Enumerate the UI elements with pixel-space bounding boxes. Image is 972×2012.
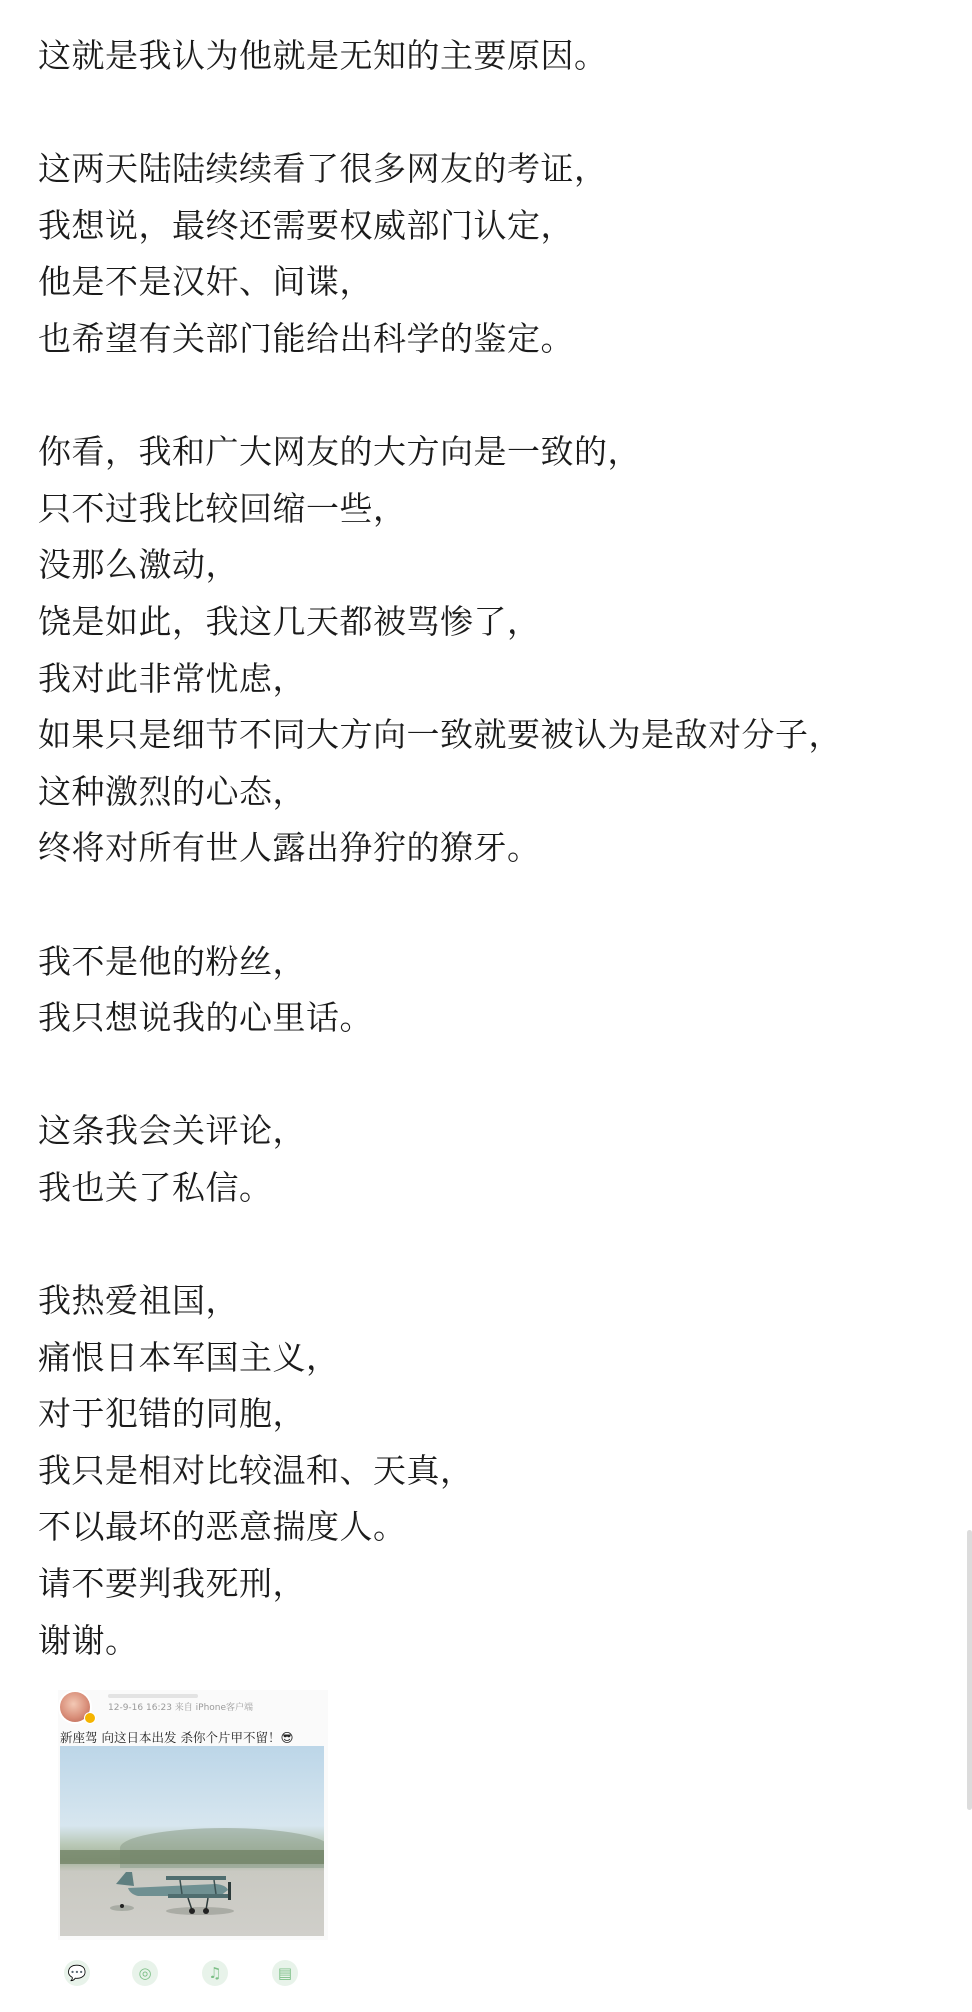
- wechat-icon[interactable]: 💬: [64, 1960, 90, 1986]
- text-line: 如果只是细节不同大方向一致就要被认为是敌对分子，: [38, 715, 842, 755]
- text-line: 请不要判我死刑，: [38, 1564, 306, 1604]
- post-meta: 12-9-16 16:23 来自 iPhone客户端: [108, 1703, 254, 1713]
- text-line: 这种激烈的心态，: [38, 771, 306, 811]
- text-line: 我也关了私信。: [38, 1167, 273, 1207]
- text-line: 我对此非常忧虑，: [38, 658, 306, 698]
- text-line: 你看，我和广大网友的大方向是一致的，: [38, 432, 641, 472]
- text-line: 这就是我认为他就是无知的主要原因。: [38, 36, 608, 75]
- text-line: 我想说，最终还需要权威部门认定，: [38, 205, 574, 245]
- text-line: 也希望有关部门能给出科学的鉴定。: [38, 318, 574, 358]
- moments-icon[interactable]: ◎: [132, 1960, 158, 1986]
- paragraph-gap: [38, 368, 938, 425]
- username-blurred: [108, 1694, 198, 1698]
- text-line: 没那么激动，: [38, 545, 239, 585]
- text-line: 我只是相对比较温和、天真，: [38, 1450, 474, 1490]
- text-line: 我不是他的粉丝，: [38, 941, 306, 981]
- paragraph-gap: [38, 1216, 938, 1273]
- text-line: 我热爱祖国，: [38, 1281, 239, 1321]
- text-line: 只不过我比较回缩一些，: [38, 488, 407, 528]
- text-line: 痛恨日本军国主义，: [38, 1337, 340, 1377]
- text-line: 不以最坏的恶意揣度人。: [38, 1507, 407, 1547]
- scrollbar[interactable]: [967, 1530, 972, 1810]
- airplane-photo: [60, 1746, 324, 1936]
- paragraph-gap: [38, 1047, 938, 1104]
- embedded-screenshot[interactable]: [58, 1690, 328, 1940]
- paragraph-gap: [38, 877, 938, 934]
- verified-badge-icon: [84, 1712, 96, 1724]
- text-line: 谢谢。: [38, 1620, 139, 1660]
- text-line: 饶是如此，我这几天都被骂惨了，: [38, 601, 541, 641]
- embedded-post-header: [58, 1690, 328, 1720]
- paragraph-gap: [38, 85, 938, 142]
- weibo-icon[interactable]: ▤: [272, 1960, 298, 1986]
- text-line: 对于犯错的同胞，: [38, 1394, 306, 1434]
- post-body: [38, 28, 938, 1669]
- text-line: 他是不是汉奸、间谍，: [38, 262, 373, 302]
- text-line: 我只想说我的心里话。: [38, 998, 373, 1038]
- biplane-icon: [108, 1858, 248, 1918]
- qq-icon[interactable]: ♫: [202, 1960, 228, 1986]
- text-line: 终将对所有世人露出狰狞的獠牙。: [38, 828, 541, 868]
- embedded-post-text: 新座驾 向这日本出发 杀你个片甲不留！😎: [60, 1730, 294, 1745]
- share-bar: [58, 1958, 318, 1988]
- text-line: 这条我会关评论，: [38, 1111, 306, 1151]
- text-line: 这两天陆陆续续看了很多网友的考证，: [38, 149, 608, 189]
